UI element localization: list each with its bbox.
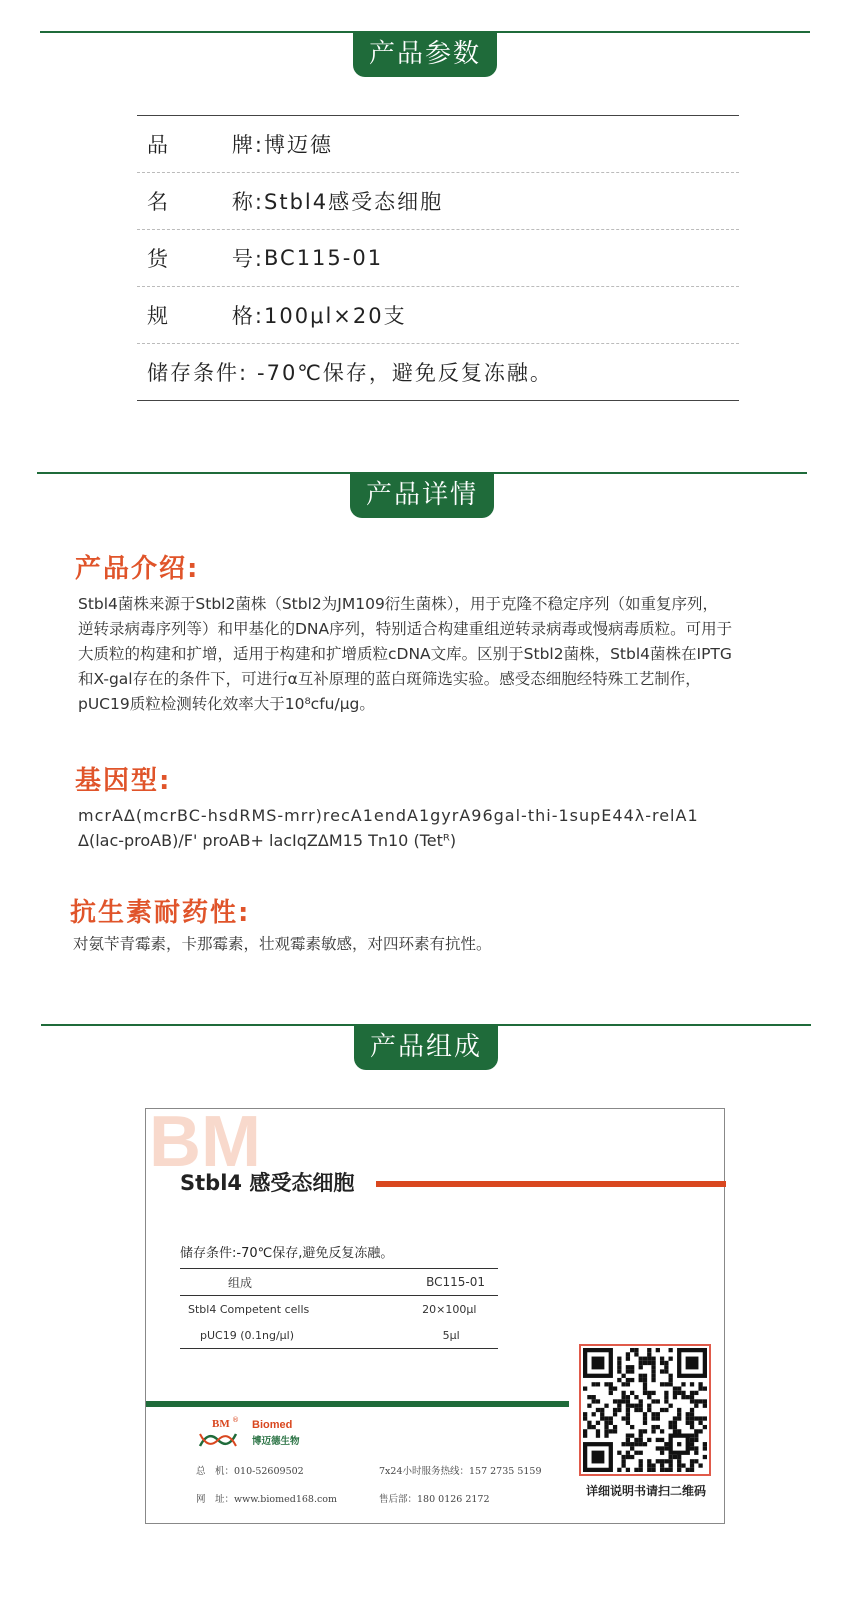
label-title: Stbl4 感受态细胞: [180, 1171, 355, 1195]
param-value-name: Stbl4感受态细胞: [264, 190, 444, 214]
qr-caption: 详细说明书请扫二维码: [585, 1484, 706, 1498]
label-red-bar: [376, 1181, 726, 1187]
section-title-composition: 产品组成: [354, 1024, 498, 1070]
label-storage: 储存条件:-70℃保存,避免反复冻融。: [180, 1246, 394, 1261]
resistance-text: 对氨苄青霉素，卡那霉素，壮观霉素敏感，对四环素有抗性。: [73, 935, 492, 953]
section-header-details: [37, 472, 807, 532]
param-value-catalog: BC115-01: [264, 246, 384, 270]
logo-en: Biomed: [252, 1419, 293, 1431]
product-label-image: [145, 1102, 725, 1524]
biomed-logo: [198, 1416, 318, 1452]
section-header-composition: [41, 1024, 811, 1084]
params-table: [137, 115, 739, 401]
genotype-text: mcrAΔ(mcrBC-hsdRMS-mrr)recA1endA1gyrA96gal-thi-1supE44λ-relA1 Δ(lac-proAB)/F' proAB+ lacIqZΔM15 Tn10 (Tetᴿ): [78, 806, 699, 850]
param-row-spec: 规 格: 100μl×20支: [137, 287, 739, 344]
table-row: pUC19 (0.1ng/μl) 5μl: [200, 1328, 460, 1342]
param-row-storage: 储存条件: -70℃保存，避免反复冻融。: [137, 344, 739, 400]
logo-cn: 博迈德生物: [252, 1436, 300, 1447]
intro-text: Stbl4菌株来源于Stbl2菌株（Stbl2为JM109衍生菌株），用于克隆不稳定序列（如重复序列， 逆转录病毒序列等）和甲基化的DNA序列，特别适合构建重组逆转录病毒或慢病毒质粒。可用于 大质粒的构建和扩增，适用于构建和扩增质粒cDNA文库。区别于Stbl2菌株，Stbl4菌株在IPTG 和X-gal存在的条件下，可进行α互补原理的蓝白斑筛选实验。感受态细胞经特殊工艺制作， pUC19质粒检测转化效率大于10⁸cfu/μg。: [78, 595, 733, 713]
contact-sales: 售后部：180 0126 2172: [379, 1494, 490, 1505]
contact-web: 网 址：www.biomed168.com: [196, 1494, 338, 1505]
qr-code-graphic: [581, 1346, 709, 1474]
contact-phone: 总 机：010-52609502: [196, 1466, 304, 1477]
section-title-details: 产品详情: [350, 472, 494, 518]
composition-table: [180, 1268, 498, 1349]
intro-title: 产品介绍:: [75, 554, 200, 584]
table-header: 组成 BC115-01: [180, 1269, 498, 1296]
section-title-params: 产品参数: [353, 31, 497, 77]
param-value-spec: 100μl×20支: [264, 304, 407, 328]
label-green-bar: [146, 1401, 569, 1407]
bm-watermark: BM: [149, 1102, 261, 1182]
qr-code-icon[interactable]: [579, 1344, 711, 1476]
param-value-brand: 博迈德: [264, 133, 333, 157]
genotype-title: 基因型:: [75, 766, 172, 796]
table-row: Stbl4 Competent cells 20×100μl: [188, 1302, 477, 1316]
logo-registered: ®: [232, 1416, 239, 1424]
param-row-brand: 品 牌: 博迈德: [137, 116, 739, 173]
resistance-title: 抗生素耐药性:: [70, 898, 251, 928]
logo-bm: BM: [212, 1418, 230, 1430]
param-row-catalog: 货 号: BC115-01: [137, 230, 739, 287]
param-value-storage: -70℃保存，避免反复冻融。: [257, 361, 553, 385]
param-row-name: 名 称: Stbl4感受态细胞: [137, 173, 739, 230]
section-header-params: [40, 31, 810, 91]
contact-hotline: 7x24小时服务热线：157 2735 5159: [379, 1466, 542, 1477]
